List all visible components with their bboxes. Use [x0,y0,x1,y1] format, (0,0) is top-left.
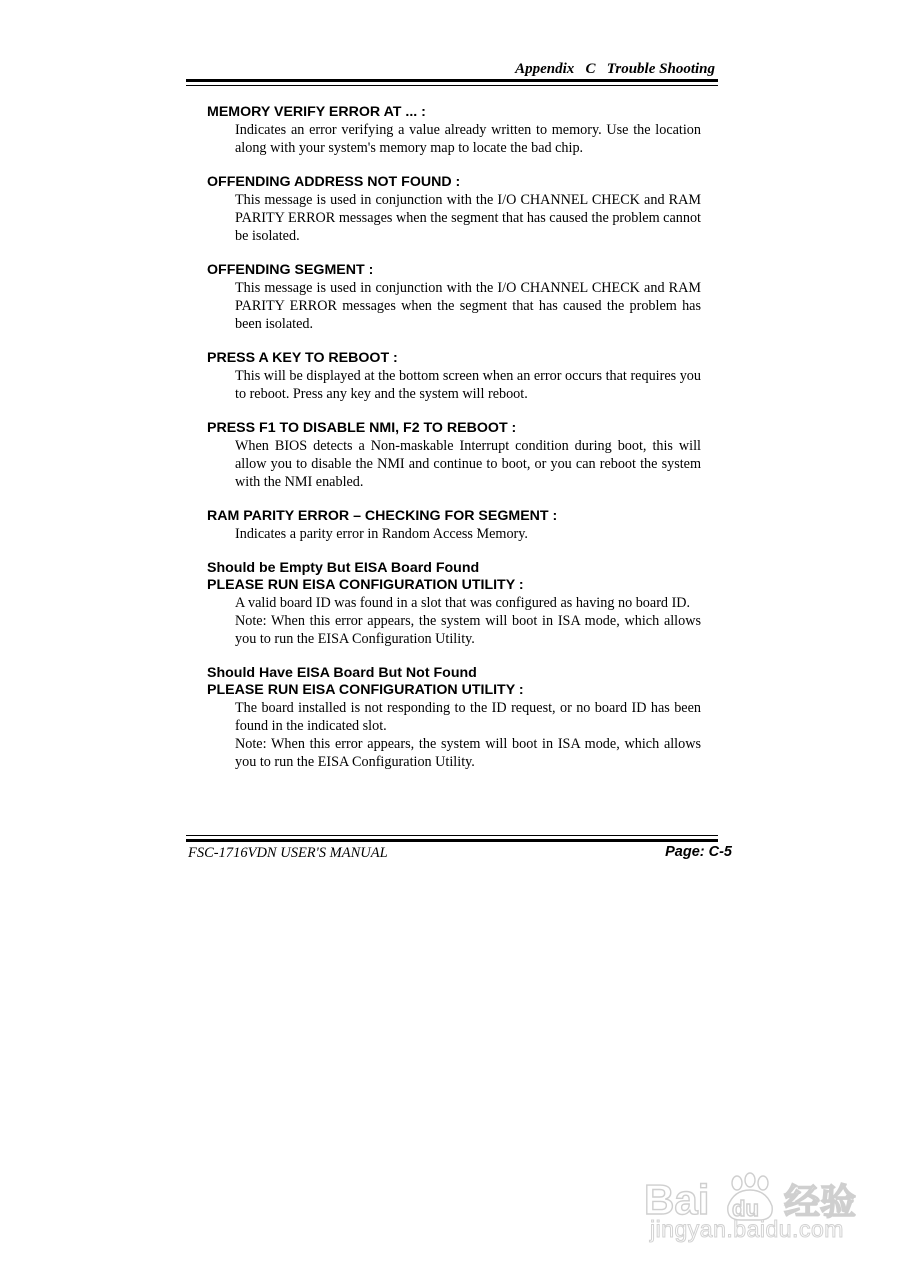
header-rule-thick [186,79,718,82]
content [207,104,701,788]
error-heading: OFFENDING SEGMENT : [207,262,374,278]
error-subheading: PLEASE RUN EISA CONFIGURATION UTILITY : [207,682,524,698]
footer-rule-thick [186,839,718,842]
error-subheading: PLEASE RUN EISA CONFIGURATION UTILITY : [207,577,524,593]
error-heading: PRESS A KEY TO REBOOT : [207,350,398,366]
error-heading: Should be Empty But EISA Board Found [207,560,480,576]
error-description: Indicates an error verifying a value already written to memory. Use the location along with your system's memory map to locate the bad chip. [235,122,701,156]
error-description: The board installed is not responding to the ID request, or no board ID has been found in the indicated slot. [235,700,701,734]
error-section [207,174,701,245]
error-section [207,104,701,157]
footer-manual-title: FSC-1716VDN USER'S MANUAL [188,845,388,861]
error-description: This will be displayed at the bottom screen when an error occurs that requires you to reboot. Press any key and the system will reboot. [235,368,701,402]
svg-text:经验: 经验 [784,1182,857,1223]
error-section [207,262,701,333]
watermark-url: jingyan.baidu.com [650,1216,844,1242]
error-note: Note: When this error appears, the system will boot in ISA mode, which allows you to run the EISA Configuration Utility. [235,736,701,770]
footer-page-number: Page: C-5 [665,844,732,860]
svg-text:du: du [732,1196,759,1221]
svg-text:Bai: Bai [644,1176,710,1223]
error-section [207,350,701,403]
header-rule-thin [186,85,718,86]
error-heading: MEMORY VERIFY ERROR AT ... : [207,104,426,120]
error-heading: PRESS F1 TO DISABLE NMI, F2 TO REBOOT : [207,420,517,436]
header-title: Appendix C Trouble Shooting [515,61,715,77]
error-note: Note: When this error appears, the system will boot in ISA mode, which allows you to run the EISA Configuration Utility. [235,613,701,647]
error-section [207,508,701,543]
error-section [207,560,701,648]
error-description: This message is used in conjunction with the I/O CHANNEL CHECK and RAM PARITY ERROR messages when the segment that has caused the problem has been isolated. [235,280,701,332]
error-description: Indicates a parity error in Random Access Memory. [235,526,528,542]
error-description: When BIOS detects a Non-maskable Interrupt condition during boot, this will allow you to disable the NMI and continue to boot, or you can reboot the system with the NMI enabled. [235,438,701,490]
error-section [207,665,701,771]
baidu-jingyan-watermark [640,1150,880,1250]
error-section [207,420,701,491]
footer-rule-thin [186,835,718,836]
error-heading: RAM PARITY ERROR – CHECKING FOR SEGMENT : [207,508,558,524]
error-heading: Should Have EISA Board But Not Found [207,665,477,681]
error-description: This message is used in conjunction with the I/O CHANNEL CHECK and RAM PARITY ERROR messages when the segment that has caused the problem cannot be isolated. [235,192,701,244]
error-description: A valid board ID was found in a slot that was configured as having no board ID. [235,595,691,611]
error-heading: OFFENDING ADDRESS NOT FOUND : [207,174,461,190]
